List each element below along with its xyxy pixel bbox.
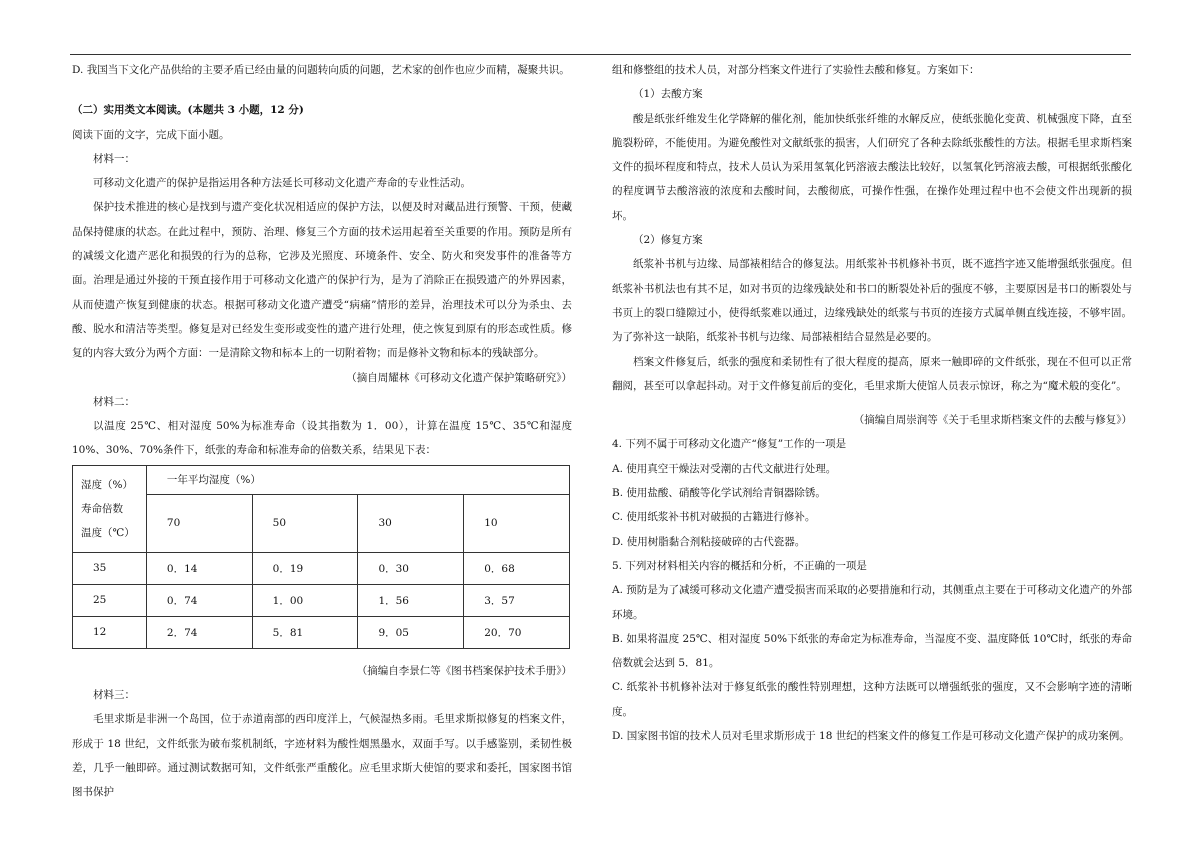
question-5-option-c: C. 纸浆补书机修补法对于修复纸张的酸性特别理想，这种方法既可以增强纸张的强度，又不会影响字迹的清晰度。: [612, 681, 1132, 718]
question-4-option-a: A. 使用真空干燥法对受潮的古代文献进行处理。: [612, 462, 837, 475]
cell: 1．56: [358, 584, 464, 616]
plan-1-para: 酸是纸张纤维发生化学降解的催化剂，能加快纸张纤维的水解反应，使纸张脆化变黄、机械强度下降，直至脆裂粉碎，不能使用。为避免酸性对文献纸张的损害，人们研究了各种去除纸张酸性的方法。根据毛里求斯档案文件的损坏程度和特点，技术人员认为采用氢氧化钙溶液去酸法比较好，以氢氧化钙溶液去酸，可根据纸张酸化的程度调节去酸溶液的浓度和去酸时间，去酸彻底，可操作性强，在操作处理过程中也不会使文件出现新的损坏。: [612, 112, 1132, 222]
cell: 3．57: [464, 584, 570, 616]
top-rule: [70, 54, 1131, 55]
material-2-para-1: 以温度 25℃、相对湿度 50%为标准寿命（设其指数为 1．00），计算在温度 15℃、35℃和湿度 10%、30%、70%条件下，纸张的寿命和标准寿命的倍数关系，结果见下表：: [72, 420, 572, 457]
material-2-label: 材料二：: [93, 395, 135, 408]
material-1-para-1: 可移动文化遗产的保护是指运用各种方法延长可移动文化遗产寿命的专业性活动。: [93, 177, 471, 190]
humidity-title: 一年平均湿度（%）: [146, 465, 569, 494]
question-5-option-b: B. 如果将温度 25℃、相对湿度 50%下纸张的寿命定为标准寿命，当湿度不变、温度降低 10℃时，纸张的寿命倍数就会达到 5．81。: [612, 632, 1132, 670]
question-4-option-b: B. 使用盐酸、硝酸等化学试剂给青铜器除锈。: [612, 487, 826, 500]
cell: 20．70: [464, 616, 570, 648]
plan-1-title: （1）去酸方案: [633, 88, 703, 101]
material-3-continued: 组和修整组的技术人员，对部分档案文件进行了实验性去酸和修复。方案如下：: [612, 64, 980, 76]
material-3-source: （摘编自周崇润等《关于毛里求斯档案文件的去酸与修复》）: [853, 414, 1132, 427]
question-5: 5. 下列对材料相关内容的概括和分析，不正确的一项是: [612, 559, 867, 572]
cell: 2．74: [146, 616, 252, 648]
cell: 0．30: [358, 552, 464, 584]
plan-2-title: （2）修复方案: [633, 234, 703, 247]
header-life-multiple: 寿命倍数: [81, 502, 123, 515]
material-1-source: （摘自周耀林《可移动文化遗产保护策略研究》）: [346, 371, 572, 384]
header-humidity: 湿度（%）: [81, 478, 133, 491]
row-temp: 35: [73, 552, 147, 584]
left-column: [72, 58, 572, 805]
row-temp: 25: [73, 584, 147, 616]
table-corner-header: [73, 465, 147, 552]
row-temp: 12: [73, 616, 147, 648]
material-1-label: 材料一：: [93, 152, 135, 165]
material-2-source: （摘编自李景仁等《图书档案保护技术手册》）: [356, 664, 572, 677]
humidity-70: 70: [146, 494, 252, 552]
humidity-30: 30: [358, 494, 464, 552]
header-temperature: 温度（℃）: [81, 526, 135, 539]
after-repair-para: 档案文件修复后，纸张的强度和柔韧性有了很大程度的提高，原来一触即碎的文件纸张，现在不但可以正常翻阅，甚至可以拿起抖动。对于文件修复前后的变化，毛里求斯大使馆人员表示惊讶，称之为“魔术般的变化”。: [612, 355, 1132, 392]
cell: 0．14: [146, 552, 252, 584]
plan-2-para: 纸浆补书机与边缘、局部裱相结合的修复法。用纸浆补书机修补书页，既不遮挡字迹又能增强纸张强度。但纸浆补书机法也有其不足，如对书页的边缘残缺处和书口的断裂处补后的强度不够，主要原因是书口的断裂处与书页上的裂口缝隙过小，使得纸浆难以通过，边缘残缺处的纸浆与书页的连接方式属单侧直线连接，不够牢固。为了弥补这一缺陷，纸浆补书机与边缘、局部裱相结合显然是必要的。: [612, 258, 1132, 344]
table-row: [73, 616, 570, 648]
cell: 5．81: [252, 616, 358, 648]
prev-option-d: D. 我国当下文化产品供给的主要矛盾已经由量的问题转向质的问题，艺术家的创作也应少而精，凝聚共识。: [72, 64, 570, 76]
section-title: （二）实用类文本阅读。(本题共 3 小题，12 分): [72, 104, 304, 117]
cell: 0．68: [464, 552, 570, 584]
cell: 9．05: [358, 616, 464, 648]
paper-life-table: [72, 465, 570, 649]
question-4: 4. 下列不属于可移动文化遗产“修复”工作的一项是: [612, 438, 847, 451]
question-4-option-c: C. 使用纸浆补书机对破损的古籍进行修补。: [612, 511, 816, 524]
material-3-para-1: 毛里求斯是非洲一个岛国，位于赤道南部的西印度洋上，气候湿热多雨。毛里求斯拟修复的档案文件，形成于 18 世纪，文件纸张为破布浆机制纸，字迹材料为酸性烟黑墨水，双面手写。以手感鉴别，柔韧性极差，几乎一触即碎。通过测试数据可知，文件纸张严重酸化。应毛里求斯大使馆的要求和委托，国家图书馆图书保护: [72, 713, 572, 799]
material-1-para-2: 保护技术推进的核心是找到与遗产变化状况相适应的保护方法，以便及时对藏品进行预警、干预，使藏品保持健康的状态。在此过程中，预防、治理、修复三个方面的技术运用起着至关重要的作用。预防是所有的减缓文化遗产恶化和损毁的行为的总称，它涉及光照度、环境条件、安全、防火和突发事件的准备等方面。治理是通过外接的干预直接作用于可移动文化遗产的保护行为，是为了消除正在损毁遗产的外界因素，从而使遗产恢复到健康的状态。根据可移动文化遗产遭受“病痛”情形的差异，治理技术可以分为杀虫、去酸、脱水和清洁等类型。修复是对已经发生变形或变性的遗产进行处理，使之恢复到原有的形态或性质。修复的内容大致分为两个方面：一是清除文物和标本上的一切附着物；而是修补文物和标本的残缺部分。: [72, 201, 572, 360]
question-4-option-d: D. 使用树脂黏合剂粘接破碎的古代瓷器。: [612, 535, 806, 548]
humidity-50: 50: [252, 494, 358, 552]
cell: 0．74: [146, 584, 252, 616]
material-3-label: 材料三：: [93, 689, 135, 702]
table-row: [73, 584, 570, 616]
table-row: [73, 552, 570, 584]
cell: 0．19: [252, 552, 358, 584]
right-column: [612, 58, 1132, 748]
question-5-option-d: D. 国家图书馆的技术人员对毛里求斯形成于 18 世纪的档案文件的修复工作是可移动文化遗产保护的成功案例。: [612, 730, 1130, 743]
question-5-option-a: A. 预防是为了减缓可移动文化遗产遭受损害而采取的必要措施和行动，其侧重点主要在于可移动文化遗产的外部环境。: [612, 584, 1132, 621]
instruction: 阅读下面的文字，完成下面小题。: [72, 128, 230, 141]
humidity-10: 10: [464, 494, 570, 552]
cell: 1．00: [252, 584, 358, 616]
